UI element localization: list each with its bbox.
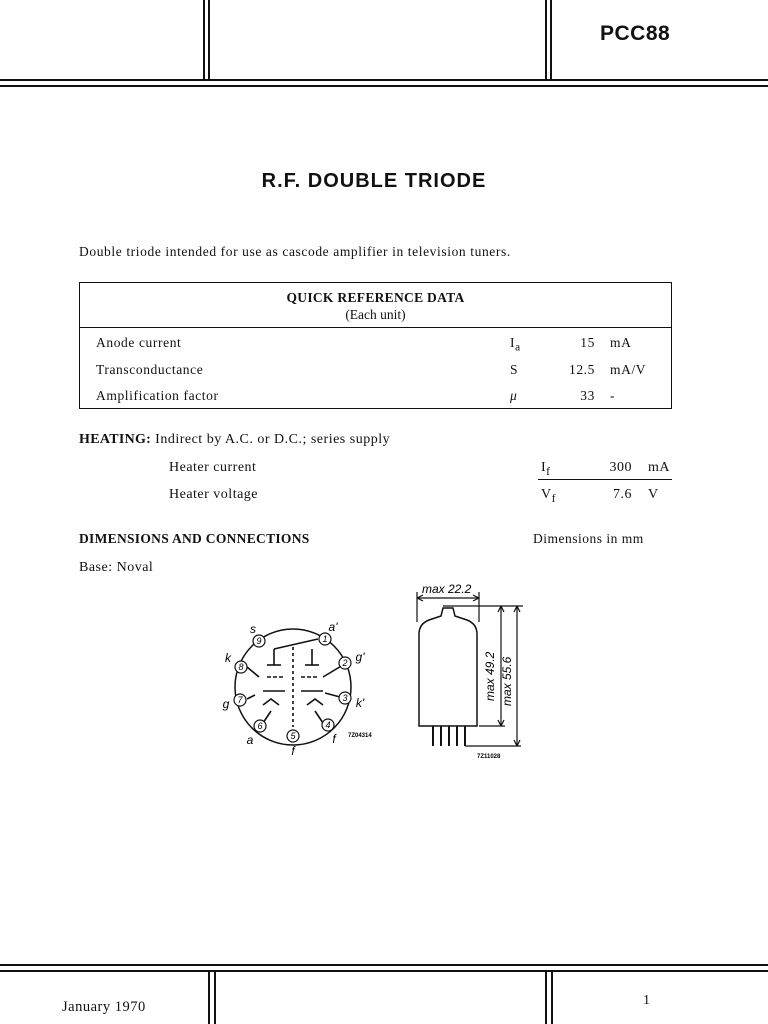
pin-6-number: 6	[257, 721, 263, 731]
table-row	[80, 362, 671, 382]
row-symbol: $I_a$	[510, 335, 521, 354]
row-label: Transconductance	[96, 362, 204, 377]
page-number: 1	[643, 993, 650, 1008]
row-unit: -	[610, 388, 616, 403]
pin-3-number: 3	[342, 693, 348, 703]
quick-reference-subtitle: (Each unit)	[345, 307, 406, 322]
row-symbol: μ	[510, 388, 518, 403]
intro-text: Double triode intended for use as cascode amplifier in television tuners.	[79, 244, 511, 259]
row-label: Amplification factor	[96, 388, 219, 403]
base-type: Base: Noval	[79, 560, 154, 575]
pin-label-g: g	[222, 697, 230, 711]
pin-label-k-prime: k'	[355, 696, 365, 710]
heating-row-unit: V	[648, 487, 659, 502]
row-unit: mA	[610, 335, 632, 350]
pin-label-a: a	[246, 733, 254, 747]
pin-label-f-center: f	[291, 744, 295, 758]
row-value: 12.5	[568, 362, 595, 377]
heating-line	[79, 432, 390, 448]
type-code: PCC88	[600, 22, 671, 45]
heating-row-value: 7.6	[613, 487, 632, 502]
base-pin-diagram	[215, 615, 395, 760]
quick-reference-header	[80, 283, 671, 328]
tube-bulb	[419, 608, 477, 726]
heating-row-label: Heater current	[169, 460, 257, 475]
table-row	[80, 335, 671, 355]
pin-label-s: s	[250, 622, 256, 636]
table-row	[80, 388, 671, 408]
height-label-2: max 55.6	[500, 656, 514, 706]
row-value: 33	[580, 388, 595, 403]
heating-text: Indirect by A.C. or D.C.; series supply	[155, 432, 391, 447]
pin-8-number: 8	[238, 662, 244, 672]
dimensions-note: Dimensions in mm	[533, 531, 644, 546]
pin-label-f-right: f	[332, 732, 336, 746]
pin-label-g-prime: g'	[355, 650, 365, 664]
heating-row-symbol: $V_f$	[541, 487, 557, 505]
base-drawing-ref: 7Z04314	[348, 733, 372, 739]
tube-pins	[433, 726, 465, 746]
width-label: max 22.2	[422, 582, 472, 596]
pin-1-number: 1	[322, 634, 328, 644]
tube-outline-drawing	[405, 578, 535, 763]
pin-4-number: 4	[325, 720, 331, 730]
row-unit: mA/V	[610, 362, 647, 377]
pin-7-number: 7	[237, 695, 243, 705]
heating-row-value: 300	[609, 460, 632, 475]
row-symbol: S	[510, 362, 519, 377]
pin-9-number: 9	[256, 636, 262, 646]
heating-row-label: Heater voltage	[169, 487, 259, 502]
pin-2-number: 2	[342, 658, 348, 668]
quick-reference-table	[79, 282, 672, 409]
heating-rule	[538, 479, 672, 480]
heating-row	[0, 460, 768, 480]
page-title: R.F. DOUBLE TRIODE	[261, 170, 487, 192]
pin-5-number: 5	[290, 731, 296, 741]
row-label: Anode current	[96, 335, 182, 350]
heating-row	[0, 487, 768, 507]
footer-date: January 1970	[62, 999, 146, 1015]
height-label-1: max 49.2	[483, 651, 497, 701]
dimensions-title: DIMENSIONS AND CONNECTIONS	[79, 531, 310, 546]
pin-label-a-prime: a'	[328, 620, 338, 634]
outline-drawing-ref: 7Z11028	[477, 754, 501, 760]
heating-row-symbol: $I_f$	[541, 460, 551, 478]
pin-label-k: k	[225, 651, 231, 665]
heating-label: HEATING:	[79, 432, 152, 447]
heating-row-unit: mA	[648, 460, 670, 475]
row-value: 15	[580, 335, 595, 350]
quick-reference-title: QUICK REFERENCE DATA	[286, 290, 465, 305]
electrode-schematic	[247, 639, 343, 727]
